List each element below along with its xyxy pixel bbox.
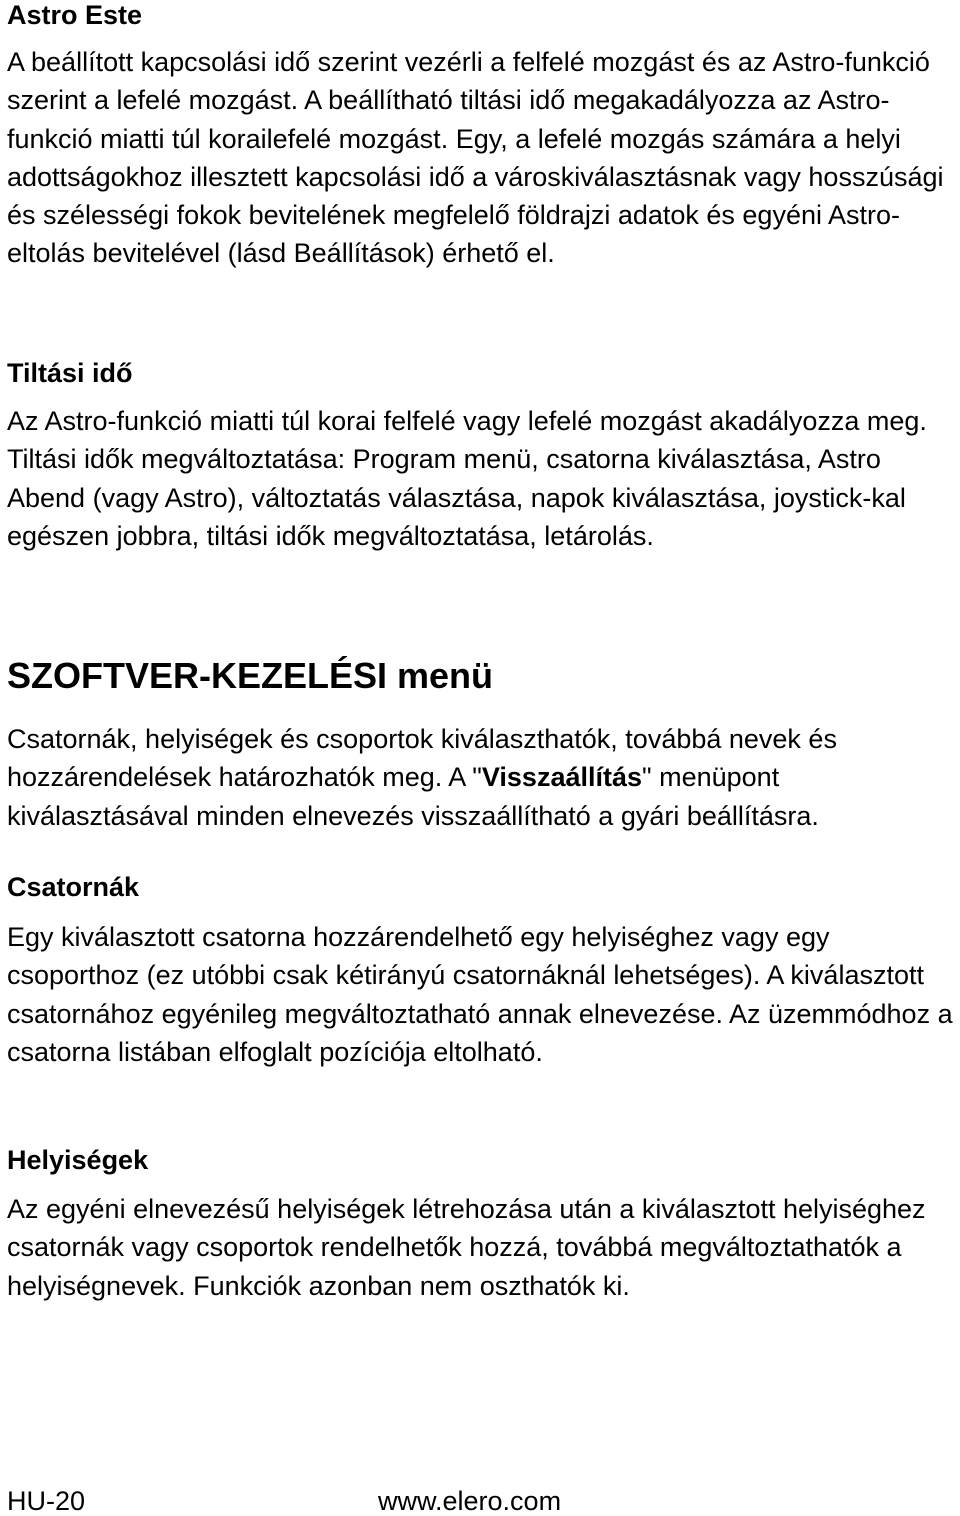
heading-tiltasi-ido: Tiltási idő: [7, 358, 133, 388]
paragraph-szoftver-kezelesi: [7, 720, 957, 835]
paragraph-szoftver-text-before: Csatornák, helyiségek és csoportok kiválaszthatók, továbbá nevek és hozzárendelések határozhatók meg. A ": [7, 724, 837, 793]
heading-helyisegek: Helyiségek: [7, 1145, 149, 1175]
paragraph-astro-este: A beállított kapcsolási idő szerint vezérli a felfelé mozgást és az Astro-funkció szerint a lefelé mozgást. A beállítható tiltási idő megakadályozza az Astro-funkció miatti túl korailefelé mozgást. Egy, a lefelé mozgás számára a helyi adottságokhoz illesztett kapcsolási idő a városkiválasztásnak vagy hosszúsági és szélességi fokok bevitelének megfelelő földrajzi adatok és egyéni Astro-eltolás bevitelével (lásd Beállítások) érhető el.: [7, 47, 944, 269]
heading-astro-este: Astro Este: [7, 0, 143, 30]
paragraph-csatornak: Egy kiválasztott csatorna hozzárendelhető egy helyiséghez vagy egy csoporthoz (ez utóbbi csak kétirányú csatornáknál lehetséges). A kiválasztott csatornához egyénileg megváltoztatható annak elnevezése. Az üzemmódhoz a csatorna listában elfoglalt pozíciója eltolható.: [7, 922, 953, 1067]
paragraph-szoftver-text-after: " menüpont kiválasztásával minden elnevezés visszaállítható a gyári beállításra.: [7, 762, 819, 831]
paragraph-tiltasi-ido: Az Astro-funkció miatti túl korai felfelé vagy lefelé mozgást akadályozza meg. Tiltási idők megváltoztatása: Program menü, csatorna kiválasztása, Astro Abend (vagy Astro), változtatás választása, napok kiválasztása, joystick-kal egészen jobbra, tiltási idők megváltoztatása, letárolás.: [7, 406, 927, 551]
footer-website: www.elero.com: [378, 1486, 562, 1516]
paragraph-helyisegek: Az egyéni elnevezésű helyiségek létrehozása után a kiválasztott helyiséghez csatornák vagy csoportok rendelhetők hozzá, továbbá megváltoztathatók a helyiségnevek. Funkciók azonban nem oszthatók ki.: [7, 1194, 926, 1301]
heading-szoftver-kezelesi-menu: SZOFTVER-KEZELÉSI menü: [7, 655, 494, 696]
heading-csatornak: Csatornák: [7, 872, 140, 902]
visszaallitas-term: Visszaállítás: [481, 762, 643, 793]
footer-page-number: HU-20: [7, 1486, 86, 1516]
